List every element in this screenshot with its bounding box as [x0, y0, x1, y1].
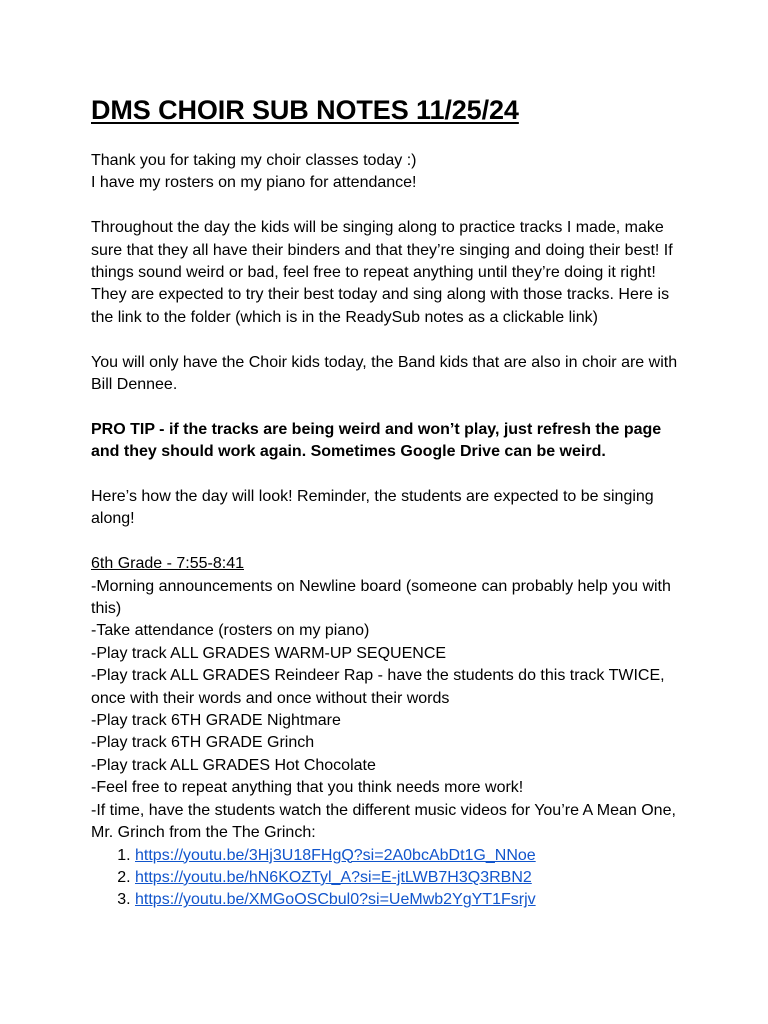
- step-item: -Take attendance (rosters on my piano): [91, 622, 370, 640]
- document-title: DMS CHOIR SUB NOTES 11/25/24: [91, 95, 519, 125]
- step-item: -Play track 6TH GRADE Nightmare: [91, 712, 341, 730]
- list-item: [135, 845, 691, 867]
- video-link-list: [91, 845, 691, 912]
- step-item: -Play track 6TH GRADE Grinch: [91, 734, 315, 752]
- practice-tracks-paragraph: Throughout the day the kids will be singing along to practice tracks I made, make sure that they all have their binders and that they’re singing and doing their best! If things sound weird or bad, feel free to repeat anything until they’re doing it right! They are expected to try their best today and sing along with those tracks. Here is the link to the folder (which is in the ReadySub notes as a clickable link): [91, 219, 673, 326]
- step-item: -Feel free to repeat anything that you think needs more work!: [91, 779, 524, 797]
- step-item: -Play track ALL GRADES Hot Chocolate: [91, 756, 376, 774]
- sixth-grade-heading: 6th Grade - 7:55-8:41: [91, 555, 244, 573]
- intro-line-1: Thank you for taking my choir classes today :): [91, 152, 417, 169]
- list-item: [135, 889, 691, 911]
- list-item: [135, 867, 691, 889]
- youtube-link-1[interactable]: https://youtu.be/3Hj3U18FHgQ?si=2A0bcAbDt1G_NNoe: [135, 846, 536, 864]
- choir-only-paragraph: You will only have the Choir kids today, the Band kids that are also in choir are with Bill Dennee.: [91, 353, 678, 394]
- document-body: [91, 150, 691, 912]
- intro-line-2: I have my rosters on my piano for attendance!: [91, 174, 417, 192]
- youtube-link-3[interactable]: https://youtu.be/XMGoOSCbul0?si=UeMwb2YgYT1Fsrjv: [135, 891, 536, 909]
- youtube-link-2[interactable]: https://youtu.be/hN6KOZTyl_A?si=E-jtLWB7H3Q3RBN2: [135, 868, 532, 886]
- step-item: -Play track ALL GRADES Reindeer Rap - have the students do this track TWICE, once with their words and once without their words: [91, 667, 665, 707]
- pro-tip-paragraph: PRO TIP - if the tracks are being weird and won’t play, just refresh the page and they should work again. Sometimes Google Drive can be weird.: [91, 420, 662, 461]
- document-page: [91, 90, 691, 912]
- day-overview-paragraph: Here’s how the day will look! Reminder, the students are expected to be singing along!: [91, 488, 654, 528]
- step-item: -Play track ALL GRADES WARM-UP SEQUENCE: [91, 644, 447, 662]
- step-item: -If time, have the students watch the different music videos for You’re A Mean One, Mr. Grinch from the The Grinch:: [91, 801, 676, 842]
- step-item: -Morning announcements on Newline board (someone can probably help you with this): [91, 577, 671, 618]
